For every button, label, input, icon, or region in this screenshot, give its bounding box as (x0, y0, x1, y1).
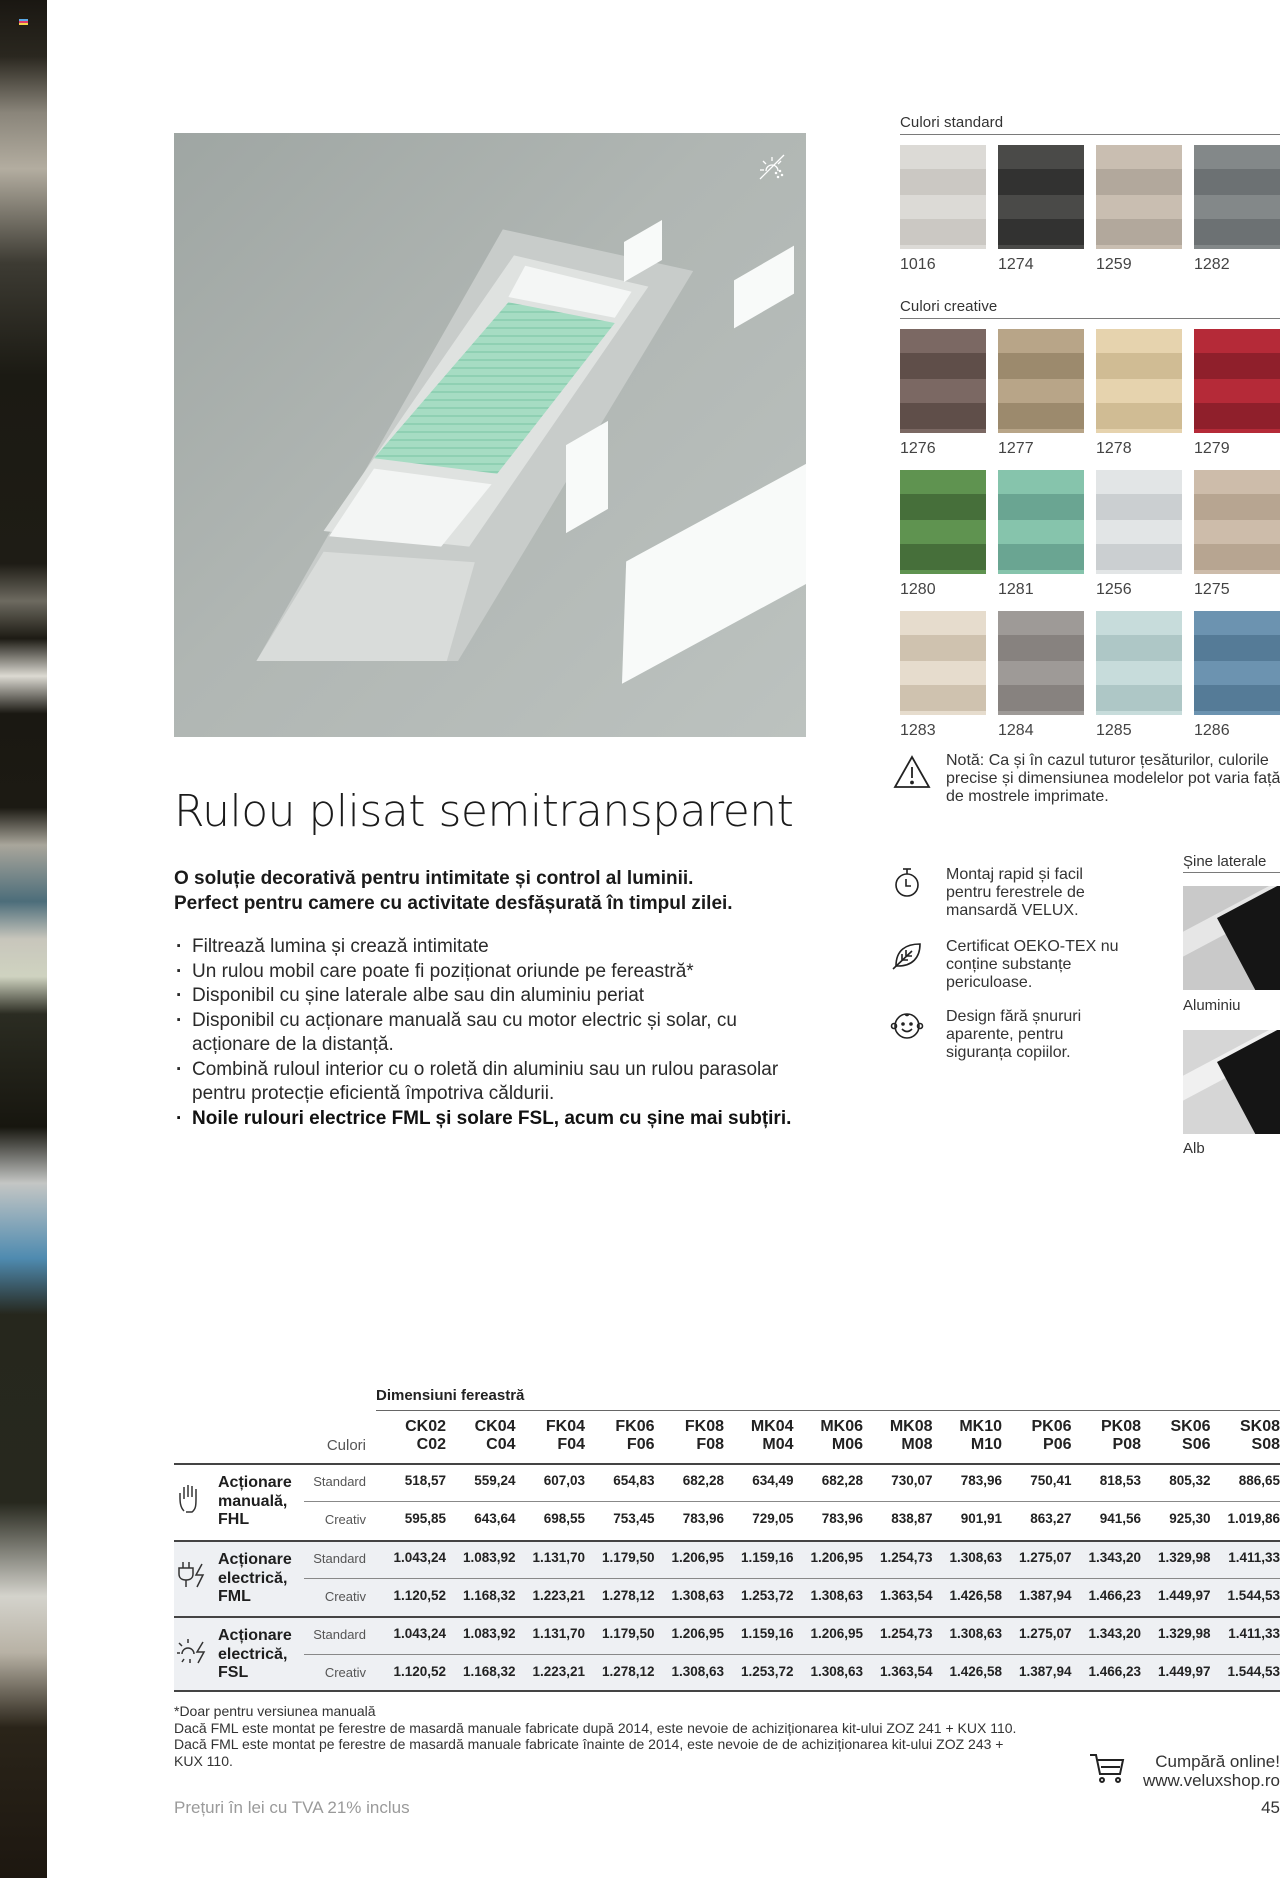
price-cell: 1.308,63 (949, 1626, 1002, 1641)
size-column-header: MK04 M04 (750, 1418, 794, 1453)
standard-colors-title: Culori standard (900, 114, 1004, 131)
sun-filter-icon (756, 151, 788, 183)
color-category-label: Creativ (324, 1589, 366, 1604)
price-cell: 1.131,70 (532, 1550, 585, 1565)
price-cell: 1.206,95 (671, 1626, 724, 1641)
footnotes (174, 1703, 1034, 1769)
color-code: 1274 (998, 256, 1034, 273)
lead-line: O soluție decorativă pentru intimitate și control al luminii. (174, 868, 694, 889)
price-cell: 1.223,21 (532, 1588, 585, 1603)
price-cell: 805,32 (1169, 1473, 1211, 1488)
size-column-header: MK08 M08 (889, 1418, 933, 1453)
price-cell: 643,64 (474, 1511, 516, 1526)
price-cell: 1.329,98 (1157, 1626, 1211, 1641)
price-cell: 1.159,16 (740, 1626, 794, 1641)
solar-icon (176, 1634, 206, 1668)
footnote: *Doar pentru versiunea manuală (174, 1703, 376, 1719)
color-swatch-1259[interactable] (1096, 145, 1182, 249)
price-cell: 1.308,63 (810, 1664, 863, 1679)
color-swatch-1282[interactable] (1194, 145, 1280, 249)
divider (1183, 872, 1280, 873)
color-code: 1277 (998, 440, 1034, 457)
price-cell: 730,07 (891, 1473, 933, 1488)
price-cell: 1.083,92 (462, 1626, 516, 1641)
price-cell: 1.179,50 (601, 1626, 655, 1641)
shop-link[interactable] (1143, 1752, 1280, 1790)
rail-white-label: Alb (1183, 1140, 1205, 1157)
price-cell: 753,45 (613, 1511, 655, 1526)
price-cell: 925,30 (1169, 1511, 1211, 1526)
bullet-item: · Disponibil cu acționare manuală sau cu motor electric și solar, cu acționare de la distanță. (174, 1009, 814, 1058)
colors-column-header: Culori (326, 1437, 366, 1454)
color-swatch-1284[interactable] (998, 611, 1084, 715)
color-swatch-1274[interactable] (998, 145, 1084, 249)
price-cell: 1.278,12 (601, 1664, 655, 1679)
divider (376, 1410, 1280, 1411)
price-cell: 1.387,94 (1018, 1588, 1072, 1603)
color-code: 1280 (900, 581, 936, 598)
price-cell: 1.253,72 (740, 1588, 794, 1603)
price-cell: 1.343,20 (1088, 1550, 1141, 1565)
price-cell: 1.159,16 (740, 1550, 794, 1565)
leaf-icon (890, 938, 924, 972)
shop-cta: Cumpără online! (1155, 1752, 1280, 1771)
price-cell: 783,96 (960, 1473, 1002, 1488)
price-cell: 1.363,54 (879, 1588, 933, 1603)
color-code: 1286 (1194, 722, 1230, 739)
price-cell: 941,56 (1099, 1511, 1141, 1526)
color-code: 1016 (900, 256, 936, 273)
rail-aluminium-image (1183, 886, 1280, 990)
price-cell: 783,96 (682, 1511, 724, 1526)
size-column-header: MK10 M10 (959, 1418, 1002, 1453)
price-cell: 750,41 (1030, 1473, 1072, 1488)
price-cell: 1.179,50 (601, 1550, 655, 1565)
price-cell: 1.308,63 (810, 1588, 863, 1603)
size-column-header: FK06 F06 (615, 1418, 655, 1453)
color-swatch-1016[interactable] (900, 145, 986, 249)
price-cell: 818,53 (1099, 1473, 1141, 1488)
price-cell: 1.254,73 (879, 1626, 933, 1641)
electric-plug-icon (176, 1558, 206, 1592)
price-cell: 1.206,95 (671, 1550, 724, 1565)
color-code: 1283 (900, 722, 936, 739)
price-cell: 863,27 (1030, 1511, 1072, 1526)
color-category-label: Standard (313, 1627, 366, 1642)
color-swatch-1278[interactable] (1096, 329, 1182, 433)
color-swatch-1286[interactable] (1194, 611, 1280, 715)
creative-colors-title: Culori creative (900, 298, 998, 315)
color-code: 1276 (900, 440, 936, 457)
size-column-header: PK06 P06 (1031, 1418, 1072, 1453)
product-photo (174, 133, 806, 737)
size-column-header: SK08 S08 (1239, 1418, 1280, 1453)
page-number: 45 (1261, 1798, 1280, 1817)
bullet-item: · Un rulou mobil care poate fi poziționat oriunde pe fereastră* (174, 960, 814, 985)
actuation-type: Acționare electrică, FSL (218, 1627, 292, 1681)
price-cell: 1.544,53 (1227, 1664, 1280, 1679)
price-cell: 1.083,92 (462, 1550, 516, 1565)
feature-cordless: Design fără șnururi aparente, pentru siguranța copiilor. (890, 1008, 1130, 1064)
color-note: Notă: Ca și în cazul tuturor țesăturilor, culorile precise și dimensiunea modelelor pot varia față de mostrele imprimate. (946, 752, 1280, 805)
price-cell: 1.308,63 (949, 1550, 1002, 1565)
bullet-item: · Disponibil cu șine laterale albe sau din aluminiu periat (174, 984, 814, 1009)
price-group-fml (174, 1540, 1280, 1617)
footnote: Dacă FML este montat pe ferestre de masardă manuale fabricate după 2014, este nevoie de achiziționarea kit-ului ZOZ 241 + KUX 110. Dacă FML este montat pe ferestre de masardă manuale fabricate înainte de 2014, este nevoie de de achiziționarea kit-ului ZOZ 243 + KUX 110. (174, 1719, 1017, 1769)
price-cell: 1.411,33 (1228, 1550, 1280, 1565)
color-code: 1278 (1096, 440, 1132, 457)
bullet-item: · Combină ruloul interior cu o roletă din aluminiu sau un rulou parasolar pentru protecție eficientă împotriva căldurii. (174, 1058, 814, 1107)
color-code: 1259 (1096, 256, 1132, 273)
color-swatch-1277[interactable] (998, 329, 1084, 433)
color-swatch-1280[interactable] (900, 470, 986, 574)
price-cell: 1.426,58 (949, 1664, 1002, 1679)
bullet-item: · Noile rulouri electrice FML și solare FSL, acum cu șine mai subțiri. (174, 1107, 814, 1132)
price-cell: 1.387,94 (1018, 1664, 1072, 1679)
size-column-header: CK02 C02 (405, 1418, 446, 1453)
price-cell: 1.278,12 (601, 1588, 655, 1603)
feature-quick-install: Montaj rapid și facil pentru ferestrele de mansardă VELUX. (890, 866, 1130, 922)
price-cell: 1.120,52 (393, 1664, 446, 1679)
size-column-header: CK04 C04 (474, 1418, 516, 1453)
prices-note: Prețuri în lei cu TVA 21% inclus (174, 1798, 410, 1817)
size-column-header: SK06 S06 (1170, 1418, 1211, 1453)
color-code: 1256 (1096, 581, 1132, 598)
price-cell: 682,28 (821, 1473, 863, 1488)
price-cell: 1.206,95 (810, 1550, 863, 1565)
actuation-type: Acționare electrică, FML (218, 1551, 292, 1605)
price-cell: 783,96 (821, 1511, 863, 1526)
feature-bullets (174, 935, 814, 1131)
background-photo-strip (0, 0, 47, 1878)
price-cell: 1.308,63 (671, 1588, 724, 1603)
price-cell: 1.206,95 (810, 1626, 863, 1641)
price-cell: 1.168,32 (462, 1664, 516, 1679)
color-code: 1279 (1194, 440, 1230, 457)
divider (900, 134, 1280, 135)
color-category-label: Creativ (324, 1512, 366, 1527)
color-category-label: Creativ (324, 1665, 366, 1680)
divider (900, 318, 1280, 319)
divider (174, 1690, 1280, 1692)
color-code: 1281 (998, 581, 1034, 598)
price-cell: 1.131,70 (532, 1626, 585, 1641)
price-cell: 729,05 (752, 1511, 794, 1526)
price-cell: 607,03 (543, 1473, 585, 1488)
price-cell: 1.343,20 (1088, 1626, 1141, 1641)
price-cell: 518,57 (404, 1473, 446, 1488)
price-cell: 1.363,54 (879, 1664, 933, 1679)
price-cell: 1.466,23 (1088, 1588, 1141, 1603)
bullet-item: · Filtrează lumina și crează intimitate (174, 935, 814, 960)
price-cell: 1.120,52 (393, 1588, 446, 1603)
feature-oeko-tex: Certificat OEKO-TEX nu conține substanțe periculoase. (890, 938, 1130, 994)
price-cell: 1.275,07 (1018, 1626, 1072, 1641)
table-title: Dimensiuni fereastră (376, 1387, 525, 1404)
price-cell: 1.043,24 (393, 1626, 446, 1641)
hand-icon (176, 1481, 206, 1515)
color-swatch-1275[interactable] (1194, 470, 1280, 574)
page-title: Rulou plisat semitransparent (174, 786, 794, 837)
size-column-header: MK06 M06 (820, 1418, 863, 1453)
color-swatch-1256[interactable] (1096, 470, 1182, 574)
price-cell: 1.449,97 (1157, 1664, 1211, 1679)
shop-url[interactable]: www.veluxshop.ro (1142, 1771, 1280, 1790)
size-column-header: PK08 P08 (1100, 1418, 1141, 1453)
color-category-label: Standard (313, 1551, 366, 1566)
price-group-fhl (174, 1463, 1280, 1540)
price-cell: 1.253,72 (740, 1664, 794, 1679)
price-cell: 698,55 (543, 1511, 585, 1526)
size-column-header: FK08 F08 (684, 1418, 724, 1453)
color-category-label: Standard (313, 1474, 366, 1489)
price-cell: 1.254,73 (879, 1550, 933, 1565)
price-cell: 1.043,24 (393, 1550, 446, 1565)
price-cell: 901,91 (960, 1511, 1002, 1526)
warning-icon (892, 754, 932, 790)
price-cell: 1.426,58 (949, 1588, 1002, 1603)
price-cell: 1.449,97 (1157, 1588, 1211, 1603)
actuation-type: Acționare manuală, FHL (218, 1474, 292, 1528)
price-cell: 1.329,98 (1157, 1550, 1211, 1565)
price-cell: 559,24 (474, 1473, 516, 1488)
color-swatch-1285[interactable] (1096, 611, 1182, 715)
price-cell: 1.019,86 (1227, 1511, 1280, 1526)
color-code: 1282 (1194, 256, 1230, 273)
color-code: 1284 (998, 722, 1034, 739)
price-cell: 1.308,63 (671, 1664, 724, 1679)
price-cell: 1.168,32 (462, 1588, 516, 1603)
rail-aluminium-label: Aluminiu (1183, 997, 1241, 1014)
side-rails-title: Șine laterale (1183, 853, 1267, 870)
price-cell: 838,87 (891, 1511, 933, 1526)
color-swatch-1283[interactable] (900, 611, 986, 715)
lead-line: Perfect pentru camere cu activitate desfășurată în timpul zilei. (174, 893, 733, 914)
price-group-fsl (174, 1616, 1280, 1690)
timer-icon (890, 866, 924, 900)
price-cell: 886,65 (1238, 1473, 1280, 1488)
price-cell: 1.466,23 (1088, 1664, 1141, 1679)
color-code: 1275 (1194, 581, 1230, 598)
child-face-icon (890, 1008, 924, 1042)
price-cell: 595,85 (404, 1511, 446, 1526)
color-swatch-1279[interactable] (1194, 329, 1280, 433)
price-cell: 1.223,21 (532, 1664, 585, 1679)
color-swatch-1281[interactable] (998, 470, 1084, 574)
lead-text (174, 866, 814, 916)
color-code: 1285 (1096, 722, 1132, 739)
price-cell: 1.544,53 (1227, 1588, 1280, 1603)
cart-icon[interactable] (1089, 1752, 1125, 1784)
rail-white-image (1183, 1030, 1280, 1134)
price-cell: 1.275,07 (1018, 1550, 1072, 1565)
price-cell: 1.411,33 (1228, 1626, 1280, 1641)
price-cell: 634,49 (752, 1473, 794, 1488)
price-cell: 654,83 (613, 1473, 655, 1488)
flag-icon (19, 19, 28, 25)
size-column-header: FK04 F04 (545, 1418, 585, 1453)
color-swatch-1276[interactable] (900, 329, 986, 433)
price-cell: 682,28 (682, 1473, 724, 1488)
